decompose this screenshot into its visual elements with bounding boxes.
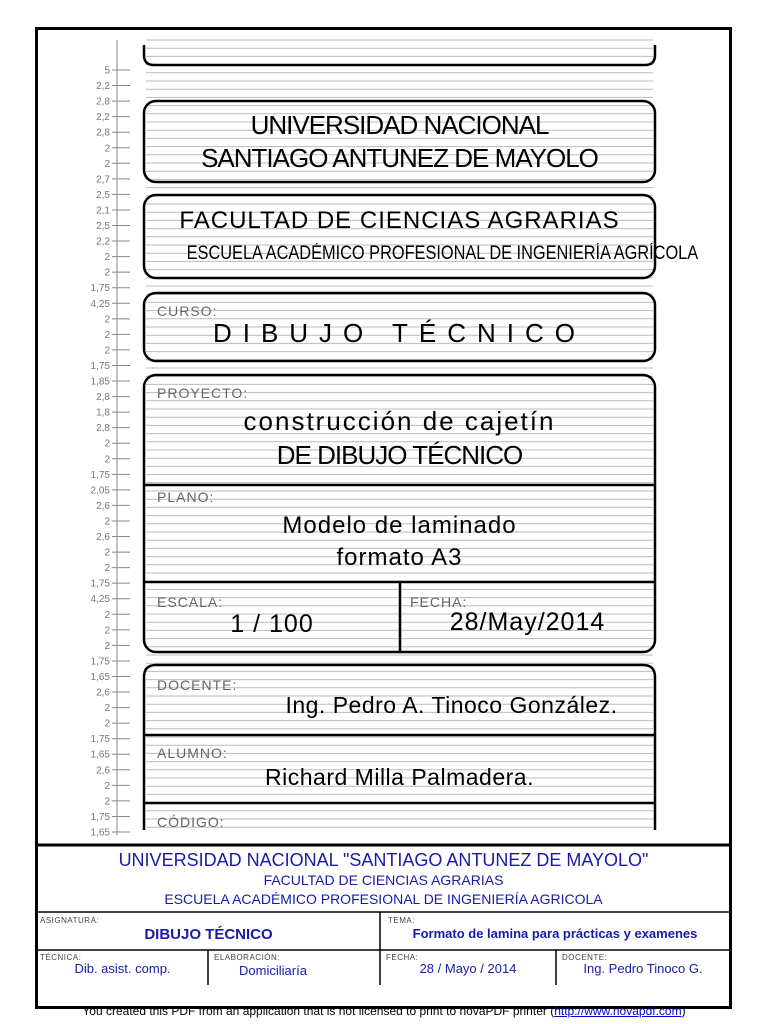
tb-teacher-label: DOCENTE: [562, 953, 608, 962]
tb-faculty: FACULTAD DE CIENCIAS AGRARIAS [263, 872, 504, 888]
ruler-label: 2,7 [96, 174, 110, 186]
ruler-label: 4,25 [90, 298, 110, 310]
ruler-label: 2 [104, 547, 110, 559]
ruler-label: 2,6 [96, 687, 110, 699]
ruler-label: 2,5 [96, 189, 110, 201]
ruler-label: 2 [104, 345, 110, 357]
footer-suffix: ) [681, 1004, 686, 1018]
date-value: 28/May/2014 [449, 608, 606, 636]
ruler-label: 2,2 [96, 112, 110, 124]
ruler-label: 2,6 [96, 765, 110, 777]
ruler-label: 1,85 [90, 376, 110, 388]
ruler-label: 2 [104, 796, 110, 808]
project-label: PROYECTO: [157, 385, 249, 401]
date-label: FECHA: [410, 594, 468, 610]
ruler-label: 2 [104, 625, 110, 637]
ruler-label: 2 [104, 563, 110, 575]
plan-label: PLANO: [157, 489, 215, 505]
university-line2: SANTIAGO ANTUNEZ DE MAYOLO [201, 143, 598, 173]
ruler-label: 1,75 [90, 811, 110, 823]
code-label: CÓDIGO: [157, 814, 225, 830]
ruler-label: 1,8 [96, 407, 110, 419]
ruler-label: 2 [104, 314, 110, 326]
footer-note [0, 1004, 768, 1018]
project-line1: construcción de cajetín [243, 406, 556, 436]
ruler-label: 1,65 [90, 827, 110, 839]
university-line1: UNIVERSIDAD NACIONAL [250, 110, 549, 140]
scale-label: ESCALA: [157, 594, 224, 610]
ruler-label: 2 [104, 143, 110, 155]
ruler-label: 2,05 [90, 485, 110, 497]
novapdf-link[interactable]: http://www.novapdf.com [554, 1004, 682, 1018]
tb-date-label: FECHA: [386, 953, 419, 962]
school-title: ESCUELA ACADÉMICO PROFESIONAL DE INGENIERÍA AGRÍCOLA [186, 243, 699, 264]
ruler-label: 2,8 [96, 127, 110, 139]
ruler [112, 40, 130, 835]
tb-subject-value: DIBUJO TÉCNICO [144, 926, 273, 943]
plan-line1: Modelo de laminado [282, 512, 517, 539]
ruler-label: 2,6 [96, 500, 110, 512]
ruler-label: 2 [104, 516, 110, 528]
ruler-label: 5 [104, 65, 110, 77]
scale-value: 1 / 100 [230, 610, 314, 638]
project-line2: DE DIBUJO TÉCNICO [276, 440, 523, 470]
tb-school: ESCUELA ACADÉMICO PROFESIONAL DE INGENIERÍA AGRICOLA [164, 891, 603, 907]
ruler-label: 2,2 [96, 81, 110, 93]
ruler-label: 2,6 [96, 532, 110, 544]
ruler-labels [91, 66, 111, 839]
faculty-title: FACULTAD DE CIENCIAS AGRARIAS [179, 207, 620, 234]
tb-teacher-value: Ing. Pedro Tinoco G. [583, 961, 703, 976]
ruler-label: 2 [104, 718, 110, 730]
ruler-label: 1,75 [90, 283, 110, 295]
teacher-label: DOCENTE: [157, 677, 238, 693]
teacher-value: Ing. Pedro A. Tinoco González. [285, 692, 618, 718]
ruler-label: 2 [104, 252, 110, 264]
ruler-label: 2,8 [96, 96, 110, 108]
ruler-label: 1,75 [90, 360, 110, 372]
ruler-label: 1,75 [90, 578, 110, 590]
ruler-label: 2 [104, 703, 110, 715]
ruler-label: 2,8 [96, 392, 110, 404]
student-value: Richard Milla Palmadera. [265, 764, 534, 790]
ruler-label: 4,25 [90, 594, 110, 606]
tb-technique-value: Dib. asist. comp. [74, 961, 171, 976]
ruler-label: 1,65 [90, 671, 110, 683]
course-label: CURSO: [157, 303, 218, 319]
ruler-label: 2,5 [96, 221, 110, 233]
ruler-label: 2,2 [96, 236, 110, 248]
tb-topic-value: Formato de lamina para prácticas y examenes [412, 926, 698, 941]
ruler-label: 1,75 [90, 469, 110, 481]
ruler-label: 2 [104, 438, 110, 450]
course-value: DIBUJO TÉCNICO [212, 318, 587, 348]
ruler-label: 2,1 [96, 205, 110, 217]
ruler-label: 2 [104, 267, 110, 279]
tb-elaboration-label: ELABORACIÓN: [214, 953, 281, 962]
tb-topic-label: TEMA: [388, 916, 415, 925]
ruler-label: 2 [104, 329, 110, 341]
tb-university: UNIVERSIDAD NACIONAL "SANTIAGO ANTUNEZ DE MAYOLO" [118, 850, 649, 870]
footer-prefix: You created this PDF from an application that is not licensed to print to novaPDF printer ( [82, 1004, 555, 1018]
ruler-label: 1,65 [90, 749, 110, 761]
ruler-label: 1,75 [90, 734, 110, 746]
ruler-label: 2 [104, 158, 110, 170]
student-label: ALUMNO: [157, 745, 228, 761]
tb-subject-label: ASIGNATURA: [40, 916, 100, 925]
tb-elaboration-value: Domiciliaría [239, 963, 307, 978]
ruler-label: 2 [104, 640, 110, 652]
plan-line2: formato A3 [336, 544, 463, 571]
tb-technique-label: TÉCNICA: [40, 953, 82, 962]
ruler-label: 2 [104, 609, 110, 621]
ruler-label: 2 [104, 780, 110, 792]
tb-date-value: 28 / Mayo / 2014 [419, 961, 517, 976]
ruler-label: 1,75 [90, 656, 110, 668]
ruler-label: 2,8 [96, 423, 110, 435]
ruler-label: 2 [104, 454, 110, 466]
